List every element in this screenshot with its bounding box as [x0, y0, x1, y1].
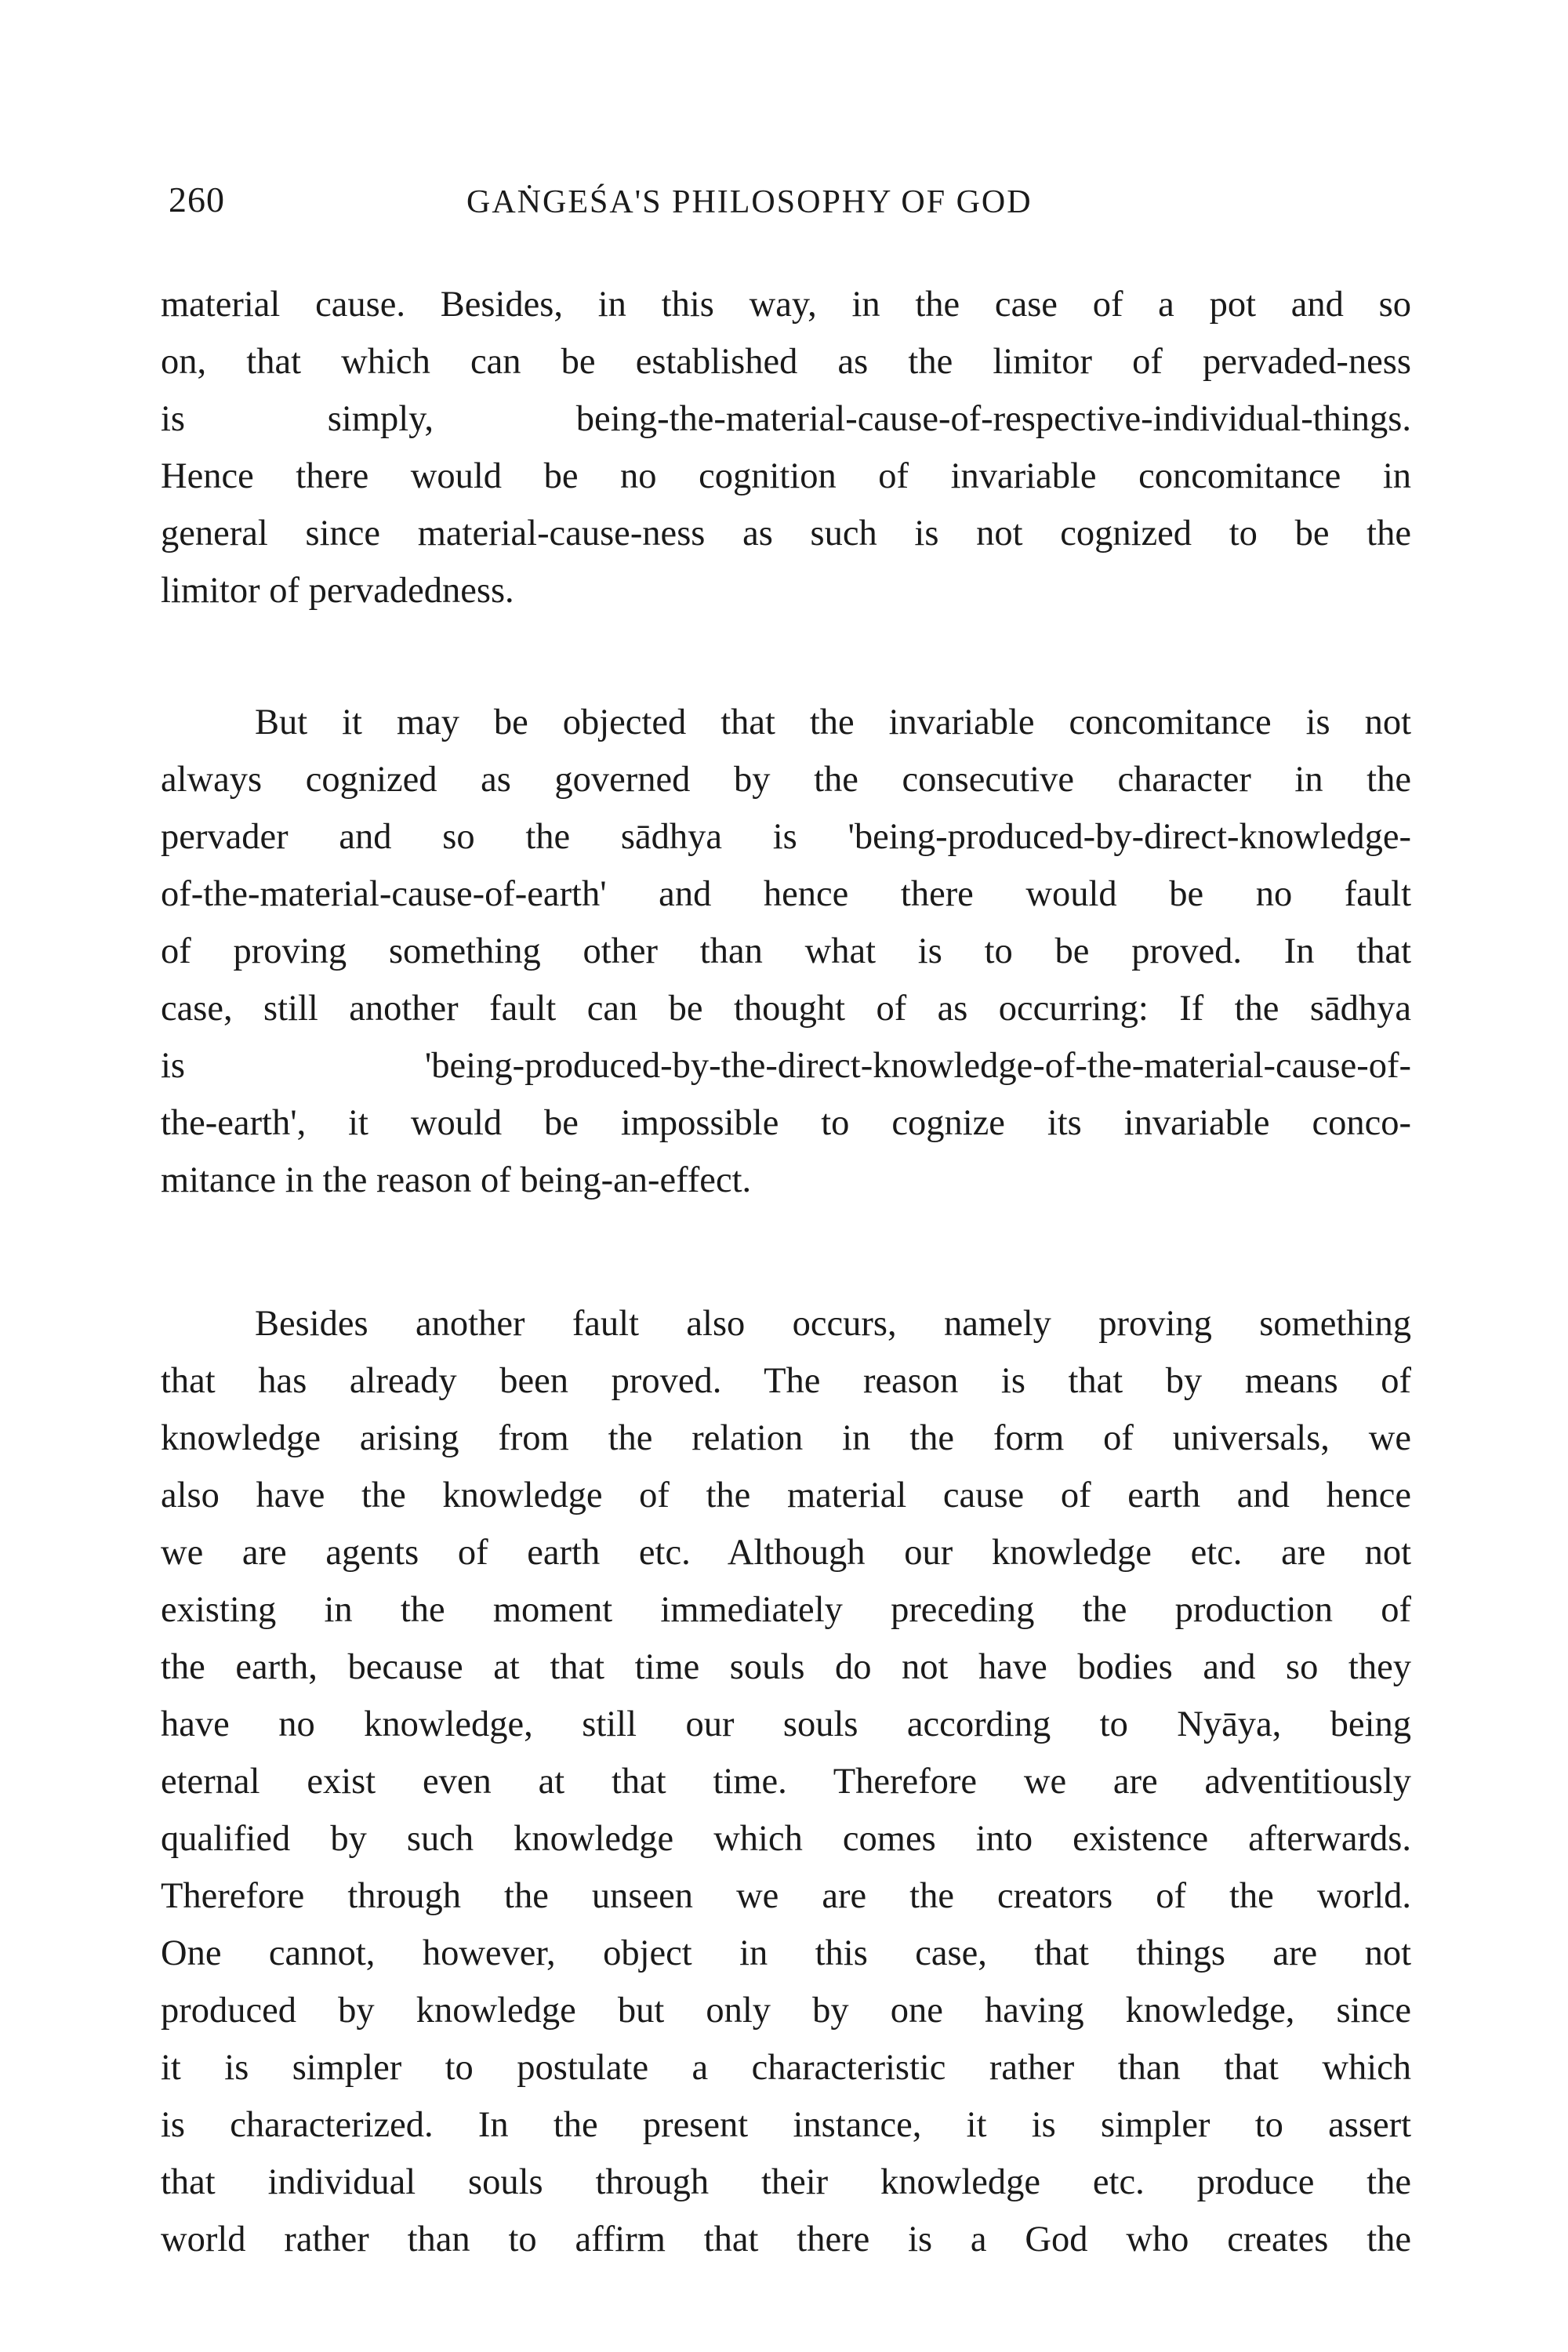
- text-line: world rather than to affirm that there is a God who creates the: [161, 2220, 1411, 2259]
- text-line: mitance in the reason of being-an-effect.: [161, 1160, 752, 1200]
- text-line: eternal exist even at that time. Therefore we are adventitiously: [161, 1762, 1411, 1802]
- text-line: is 'being-produced-by-the-direct-knowledge-of-the-material-cause-of-: [161, 1046, 1411, 1086]
- paragraph-2: [161, 694, 1411, 1209]
- text-line: have no knowledge, still our souls according to Nyāya, being: [161, 1704, 1411, 1744]
- text-line: of proving something other than what is to be proved. In that: [161, 931, 1411, 971]
- text-line: also have the knowledge of the material cause of earth and hence: [161, 1475, 1411, 1515]
- text-line: knowledge arising from the relation in the form of universals, we: [161, 1418, 1411, 1458]
- book-title: GAṄGEŚA'S PHILOSOPHY OF GOD: [466, 184, 1033, 220]
- text-line: general since material-cause-ness as such is not cognized to be the: [161, 514, 1411, 554]
- text-line: is simply, being-the-material-cause-of-respective-individual-things.: [161, 399, 1411, 439]
- text-line: is characterized. In the present instance, it is simpler to assert: [161, 2105, 1411, 2145]
- text-line: case, still another fault can be thought of as occurring: If the sādhya: [161, 989, 1411, 1029]
- text-line: existing in the moment immediately preceding the production of: [161, 1590, 1411, 1630]
- text-line: Hence there would be no cognition of invariable concomitance in: [161, 456, 1411, 496]
- page-number: 260: [169, 180, 225, 220]
- body-text: [161, 276, 1411, 2268]
- text-line: pervader and so the sādhya is 'being-produced-by-direct-knowledge-: [161, 817, 1411, 857]
- text-line: But it may be objected that the invariable concomitance is not: [255, 702, 1411, 742]
- text-line: qualified by such knowledge which comes into existence afterwards.: [161, 1819, 1411, 1859]
- text-line: of-the-material-cause-of-earth' and hence there would be no fault: [161, 874, 1411, 914]
- text-line: that individual souls through their knowledge etc. produce the: [161, 2162, 1411, 2202]
- text-line: the earth, because at that time souls do not have bodies and so they: [161, 1647, 1411, 1687]
- text-line: the-earth', it would be impossible to cognize its invariable conco-: [161, 1103, 1411, 1143]
- text-line: One cannot, however, object in this case, that things are not: [161, 1933, 1411, 1973]
- text-line: Besides another fault also occurs, namely proving something: [255, 1304, 1411, 1344]
- paragraph-1: [161, 276, 1411, 619]
- text-line: it is simpler to postulate a characteristic rather than that which: [161, 2048, 1411, 2088]
- text-line: Therefore through the unseen we are the creators of the world.: [161, 1876, 1411, 1916]
- text-line: material cause. Besides, in this way, in the case of a pot and so: [161, 285, 1411, 325]
- running-head: [169, 179, 1415, 234]
- text-line: on, that which can be established as the limitor of pervaded-ness: [161, 342, 1411, 382]
- paragraph-3: [161, 1295, 1411, 2268]
- text-line: always cognized as governed by the consecutive character in the: [161, 760, 1411, 800]
- text-line: we are agents of earth etc. Although our knowledge etc. are not: [161, 1533, 1411, 1573]
- text-line: limitor of pervadedness.: [161, 571, 514, 611]
- text-line: produced by knowledge but only by one having knowledge, since: [161, 1991, 1411, 2031]
- text-line: that has already been proved. The reason is that by means of: [161, 1361, 1411, 1401]
